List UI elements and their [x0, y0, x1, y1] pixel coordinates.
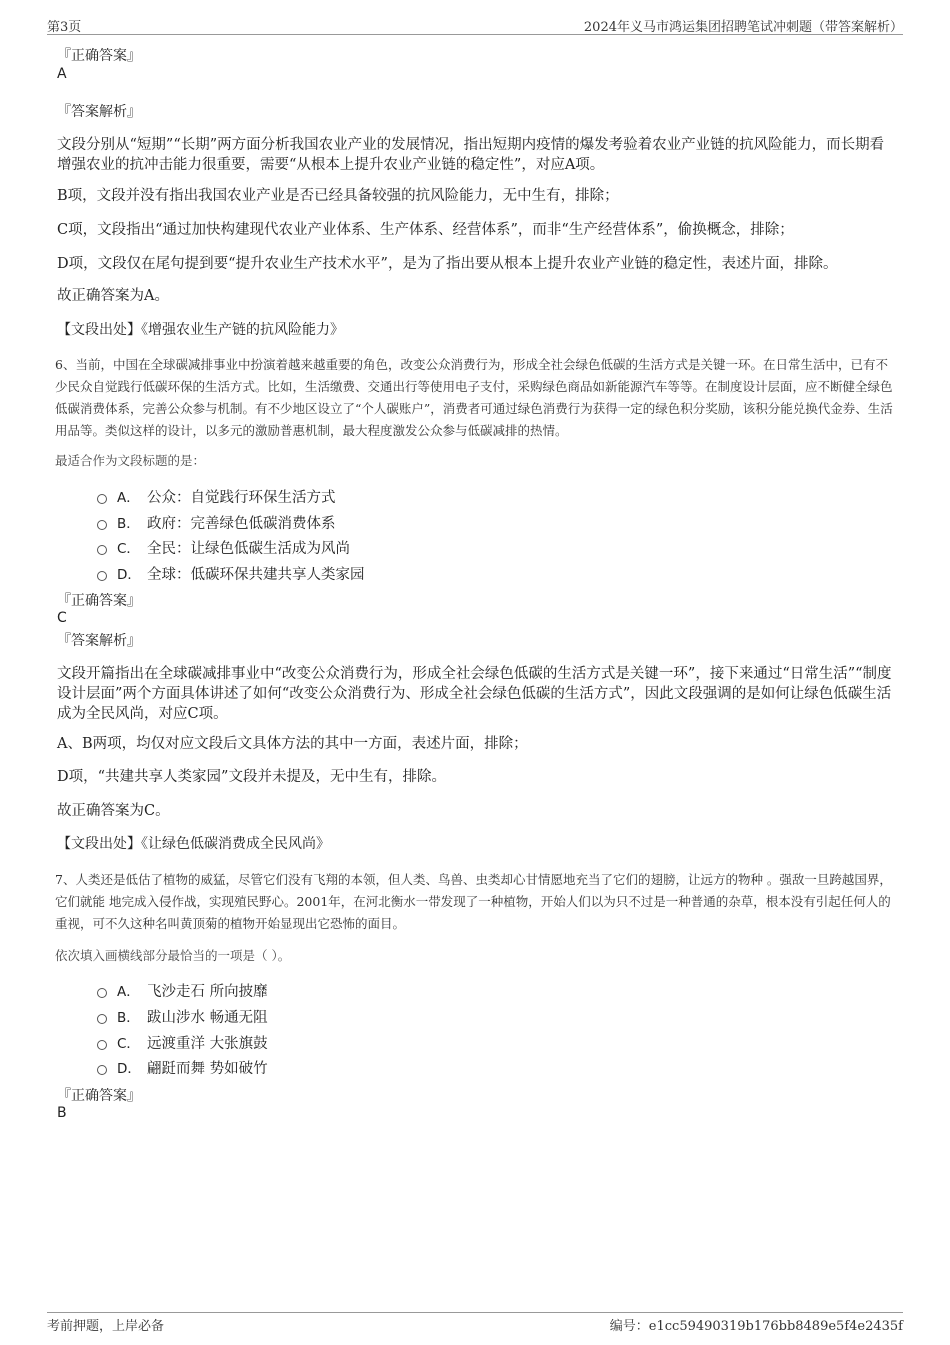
radio-icon[interactable]	[97, 1040, 107, 1050]
option-c[interactable]: C． 远渡重洋 大张旗鼓	[97, 1031, 268, 1053]
analysis-paragraph: B项，文段并没有指出我国农业产业是否已经具备较强的抗风险能力，无中生有，排除；	[57, 188, 619, 204]
question-6-text: 6、当前，中国在全球碳减排事业中扮演着越来越重要的角色，改变公众消费行为，形成全社会绿色低碳的生活方式是关键一环。在日常生活中，已有不少民众自觉践行低碳环保的生活方式。比如，生活缴费、交通出行等使用电子支付，采购绿色商品如新能源汽车等等。在制度设计层面，应不断健全绿色低碳消费体系，完善公众参与机制。有不少地区设立了“个人碳账户”，消费者可通过绿色消费行为获得一定的绿色积分奖励，该积分能兑换代金券、生活用品等。类似这样的设计，以多元的激励普惠机制，最大程度激发公众参与低碳减排的热情。	[55, 357, 893, 438]
document-title: 2024年义马市鸿运集团招聘笔试冲刺题（带答案解析）	[583, 20, 903, 35]
correct-answer-value: B	[57, 1105, 67, 1121]
analysis-paragraph: 文段分别从“短期”“长期”两方面分析我国农业产业的发展情况，指出短期内疫情的爆发考验着农业产业链的抗风险能力，而长期看增强农业的抗冲击能力很重要，需要“从根本上提升农业产业链的稳定性”，对应A项。	[57, 137, 885, 173]
analysis-label: 『答案解析』	[57, 104, 141, 120]
analysis-paragraph: C项，文段指出“通过加快构建现代农业产业体系、生产体系、经营体系”，而非“生产经营体系”，偷换概念，排除；	[57, 222, 794, 238]
option-a[interactable]: A． 公众：自觉践行环保生活方式	[97, 485, 336, 507]
radio-icon[interactable]	[97, 988, 107, 998]
analysis-paragraph: D项，“共建共享人类家园”文段并未提及，无中生有，排除。	[57, 769, 446, 785]
option-d[interactable]: D． 翩跹而舞 势如破竹	[97, 1056, 268, 1078]
option-a[interactable]: A． 飞沙走石 所向披靡	[97, 979, 268, 1001]
source-citation: 【文段出处】《让绿色低碳消费成全民风尚》	[57, 836, 330, 852]
analysis-paragraph: 文段开篇指出在全球碳减排事业中“改变公众消费行为，形成全社会绿色低碳的生活方式是关键一环”，接下来通过“日常生活”“制度设计层面”两个方面具体讲述了如何“改变公众消费行为、形成全社会绿色低碳的生活方式”，因此文段强调的是如何让绿色低碳生活成为全民风尚，对应C项。	[57, 666, 892, 722]
page-number: 第3页	[47, 20, 82, 35]
correct-answer-label: 『正确答案』	[57, 48, 141, 64]
analysis-paragraph: A、B两项，均仅对应文段后文具体方法的其中一方面，表述片面，排除；	[57, 736, 528, 752]
correct-answer-value: C	[57, 610, 67, 626]
analysis-label: 『答案解析』	[57, 633, 141, 649]
option-b[interactable]: B． 政府：完善绿色低碳消费体系	[97, 511, 336, 533]
document-id: 编号：e1cc59490319b176bb8489e5f4e2435f	[609, 1319, 903, 1334]
radio-icon[interactable]	[97, 571, 107, 581]
option-b[interactable]: B． 跋山涉水 畅通无阻	[97, 1005, 268, 1027]
option-c[interactable]: C． 全民：让绿色低碳生活成为风尚	[97, 536, 350, 558]
correct-answer-label: 『正确答案』	[57, 1088, 141, 1104]
question-7-instruction: 依次填入画横线部分最恰当的一项是（ ）。	[55, 948, 291, 963]
footer-slogan: 考前押题，上岸必备	[47, 1319, 165, 1334]
page-header	[47, 14, 903, 35]
correct-answer-value: A	[57, 66, 67, 82]
analysis-conclusion: 故正确答案为A。	[57, 288, 169, 304]
option-d[interactable]: D． 全球：低碳环保共建共享人类家园	[97, 562, 365, 584]
radio-icon[interactable]	[97, 545, 107, 555]
question-7-text: 7、人类还是低估了植物的威猛，尽管它们没有飞翔的本领，但人类、鸟兽、虫类却心甘情愿地充当了它们的翅膀，让远方的物种 。强敌一旦跨越国界，它们就能 地完成入侵作战，实现殖民野心。2001年，在河北衡水一带发现了一种植物，开始人们以为只不过是一种普通的杂草，根本没有引起任何人的重视，可不久这种名叫黄顶菊的植物开始显现出它恐怖的面目。	[55, 872, 892, 931]
analysis-conclusion: 故正确答案为C。	[57, 803, 170, 819]
radio-icon[interactable]	[97, 1014, 107, 1024]
analysis-paragraph: D项，文段仅在尾句提到要“提升农业生产技术水平”，是为了指出要从根本上提升农业产业链的稳定性，表述片面，排除。	[57, 256, 838, 272]
source-citation: 【文段出处】《增强农业生产链的抗风险能力》	[57, 322, 344, 338]
radio-icon[interactable]	[97, 1065, 107, 1075]
radio-icon[interactable]	[97, 494, 107, 504]
question-6-instruction: 最适合作为文段标题的是：	[55, 453, 206, 468]
radio-icon[interactable]	[97, 520, 107, 530]
correct-answer-label: 『正确答案』	[57, 593, 141, 609]
page-footer	[47, 1312, 903, 1333]
